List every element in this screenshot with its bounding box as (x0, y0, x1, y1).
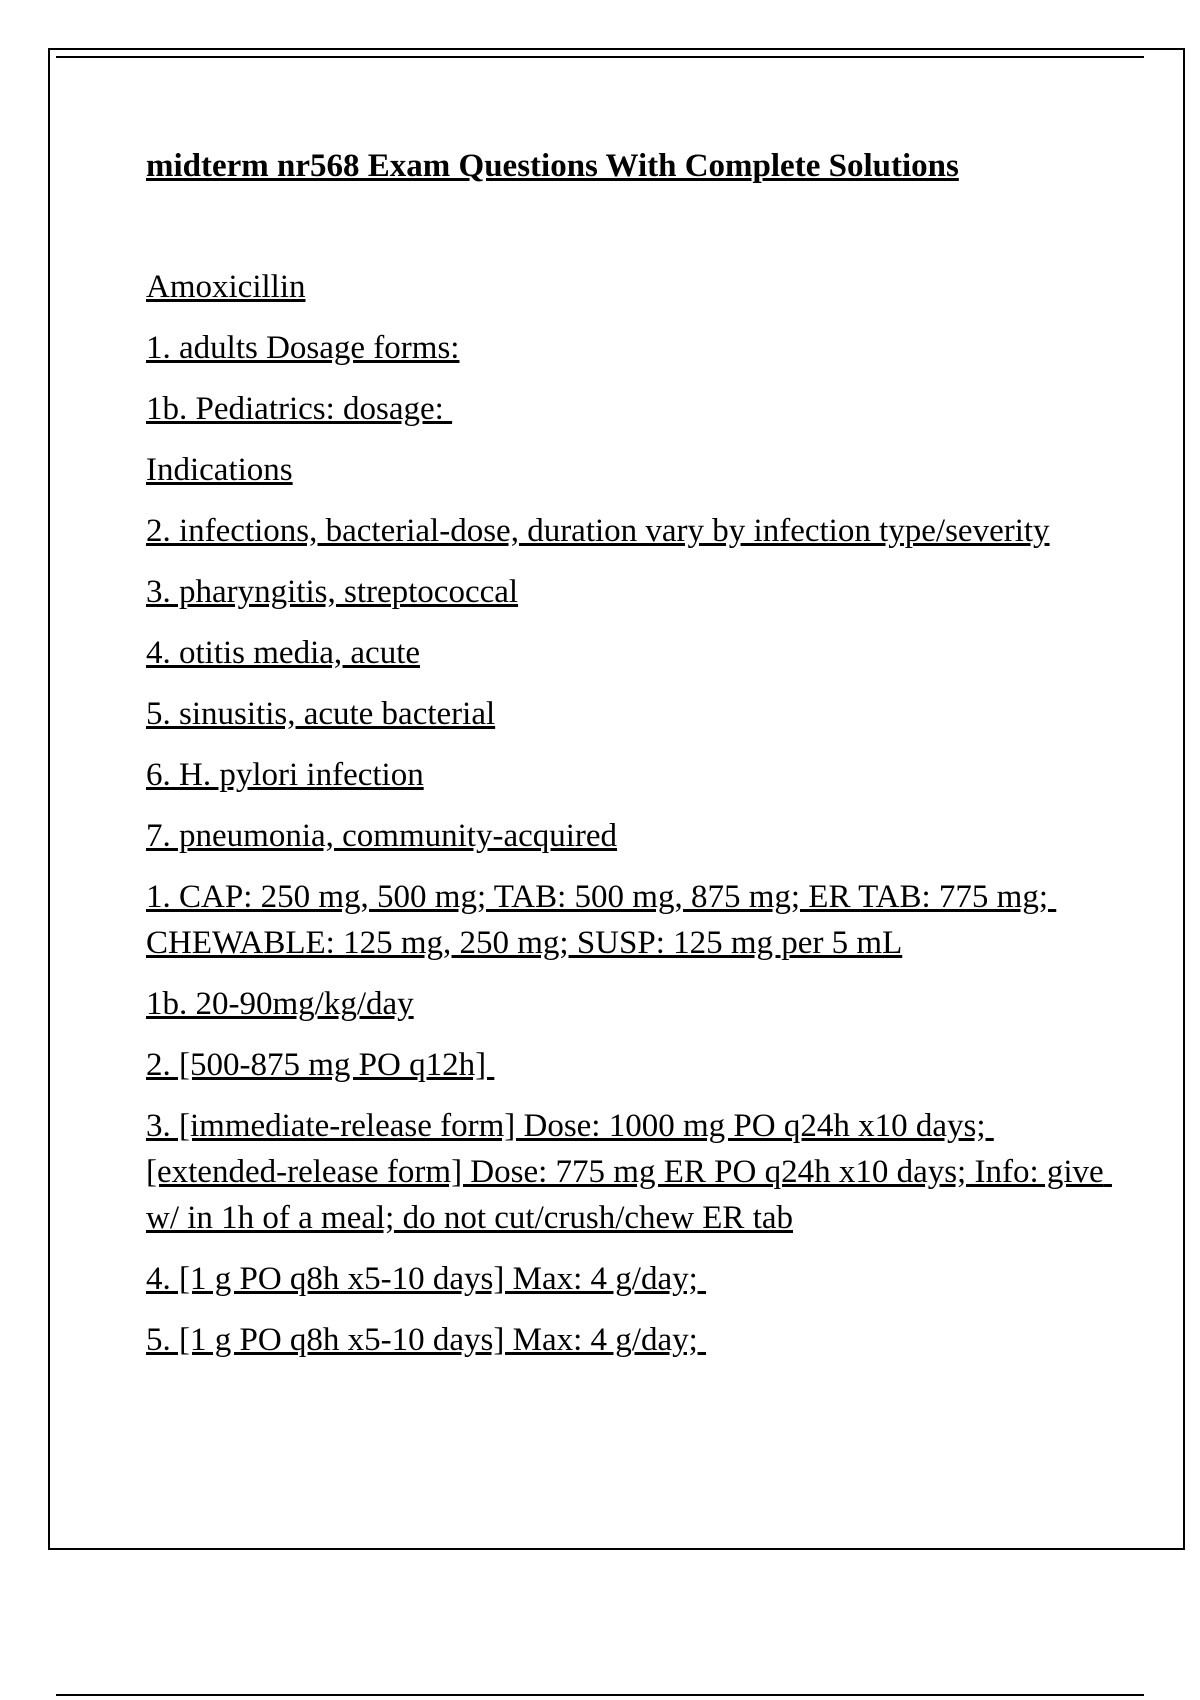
answer-otitis-media: 4. [1 g PO q8h x5-10 days] Max: 4 g/day; (146, 1261, 707, 1297)
answer-dosage-forms: 1. CAP: 250 mg, 500 mg; TAB: 500 mg, 875 mg; ER TAB: 775 mg; CHEWABLE: 125 mg, 250 mg; SUSP: 125 mg per 5 mL (146, 879, 1057, 961)
question-sinusitis: 5. sinusitis, acute bacterial (146, 696, 496, 732)
answer-bacterial-infections: 2. [500-875 mg PO q12h] (146, 1047, 495, 1083)
bottom-rule (56, 1694, 1144, 1696)
question-pharyngitis: 3. pharyngitis, streptococcal (146, 574, 519, 610)
question-h-pylori: 6. H. pylori infection (146, 757, 424, 793)
question-adult-dosage-forms: 1. adults Dosage forms: (146, 330, 460, 366)
document-title: midterm nr568 Exam Questions With Complete Solutions (146, 148, 959, 184)
answer-pediatric-dosage: 1b. 20-90mg/kg/day (146, 986, 414, 1022)
drug-name: Amoxicillin (146, 269, 306, 305)
top-rule (56, 56, 1144, 58)
question-pneumonia: 7. pneumonia, community-acquired (146, 818, 618, 854)
answer-sinusitis: 5. [1 g PO q8h x5-10 days] Max: 4 g/day; (146, 1322, 707, 1358)
document-body (146, 142, 1112, 1378)
answer-pharyngitis: 3. [immediate-release form] Dose: 1000 mg PO q24h x10 days; [extended-release form] Dose: 775 mg ER PO q24h x10 days; Info: give w/ in 1h of a meal; do not cut/crush/chew ER tab (146, 1108, 1112, 1236)
question-pediatric-dosage: 1b. Pediatrics: dosage: (146, 391, 453, 427)
question-bacterial-infections: 2. infections, bacterial-dose, duration vary by infection type/severity (146, 513, 1050, 549)
question-otitis-media: 4. otitis media, acute (146, 635, 421, 671)
indications-heading: Indications (146, 452, 293, 488)
